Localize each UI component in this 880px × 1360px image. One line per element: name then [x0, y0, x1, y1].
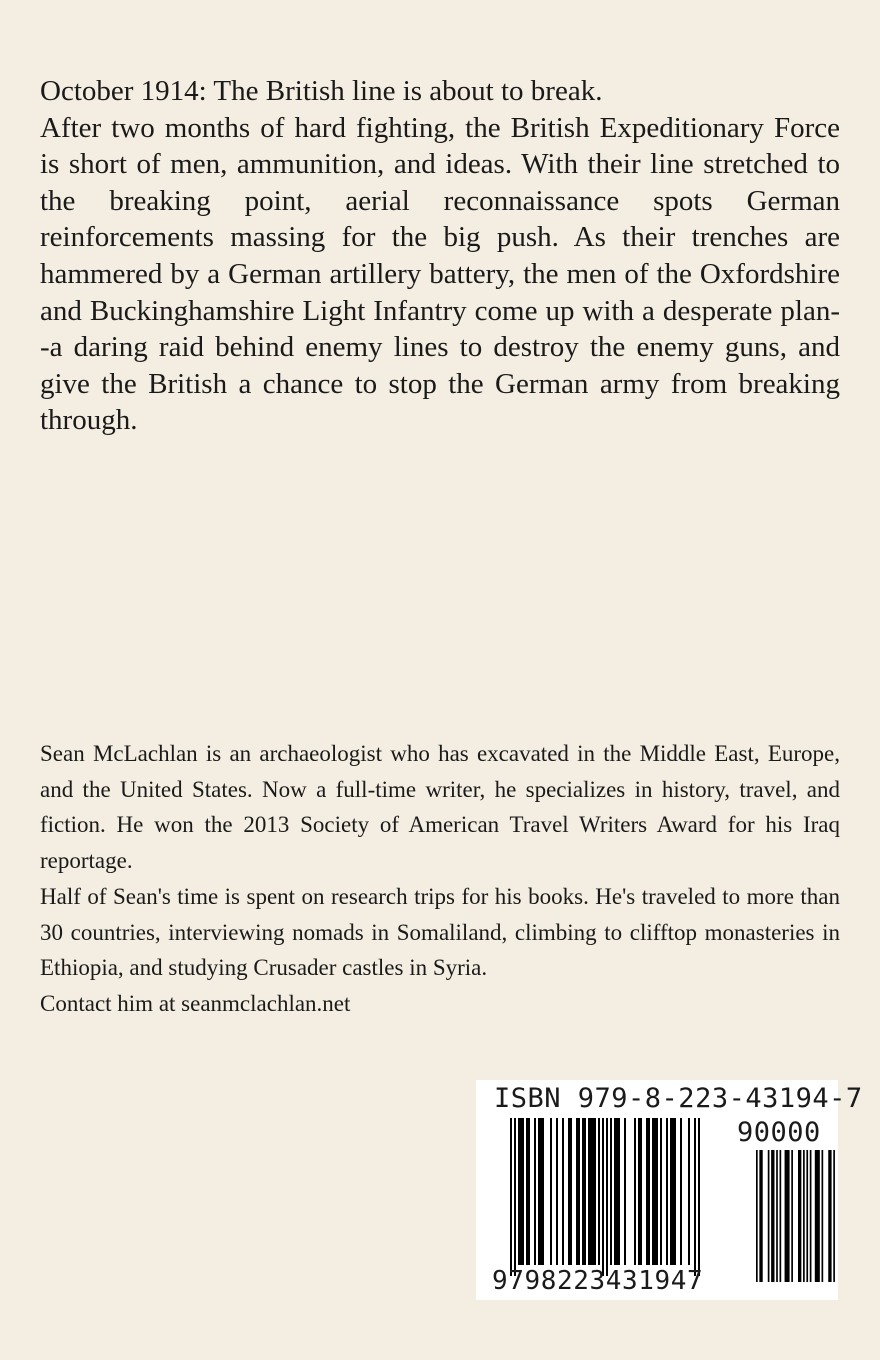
barcode-bar: [624, 1118, 626, 1265]
barcode-bar: [756, 1150, 758, 1282]
barcode-bar: [638, 1118, 642, 1265]
barcode-bar: [568, 1118, 572, 1265]
barcode-bar: [822, 1150, 824, 1282]
barcode-bar: [556, 1118, 558, 1265]
barcode-bar: [514, 1118, 516, 1276]
barcode-bar: [576, 1118, 580, 1265]
barcode-bar: [518, 1118, 524, 1265]
barcode-bar: [538, 1118, 544, 1265]
barcode-bar: [670, 1118, 676, 1265]
barcode-bar: [791, 1150, 793, 1282]
barcode-bar: [534, 1118, 536, 1265]
barcode-bar: [680, 1118, 682, 1265]
isbn-barcode-block: [476, 1080, 863, 1300]
barcode-bar: [660, 1118, 662, 1265]
barcode-bar: [698, 1118, 700, 1276]
barcode-bar: [828, 1150, 831, 1282]
back-cover-blurb: [40, 73, 840, 439]
blurb-headline: October 1914: The British line is about to break.: [40, 75, 603, 107]
barcode-bar: [550, 1118, 552, 1265]
price-addon-digits: 90000: [737, 1117, 821, 1148]
barcode-bar: [798, 1150, 801, 1282]
barcode-bar: [646, 1118, 650, 1265]
barcode-bar: [610, 1118, 612, 1265]
barcode-bar: [582, 1118, 586, 1265]
blurb-body: After two months of hard fighting, the British Expeditionary Force is short of men, ammunition, and ideas. With their line stretched to the breaking point, aerial reconnaissance spots German reinforcements massing for the big push. As their trenches are hammered by a German artillery battery, the men of the Oxfordshire and Buckinghamshire Light Infantry come up with a desperate plan--a daring raid behind enemy lines to destroy the enemy guns, and give the British a chance to stop the German army from breaking through.: [40, 111, 840, 437]
barcode-bar: [815, 1150, 820, 1282]
barcode-bar: [688, 1118, 690, 1265]
isbn-label: ISBN 979-8-223-43194-7: [494, 1083, 863, 1114]
barcode-bar: [606, 1118, 608, 1276]
barcode-bar: [776, 1150, 778, 1282]
author-bio-paragraph-1: Sean McLachlan is an archaeologist who has excavated in the Middle East, Europe, and the United States. Now a full-time writer, he specializes in history, travel, and fiction. He won the 2013 Society of American Travel Writers Award for his Iraq reportage.: [40, 741, 840, 874]
barcode-bar: [614, 1118, 620, 1265]
barcode-bar: [652, 1118, 658, 1265]
author-bio-paragraph-2: Half of Sean's time is spent on research trips for his books. He's traveled to more than 30 countries, interviewing nomads in Somaliland, climbing to clifftop monasteries in Ethiopia, and studying Crusader castles in Syria.: [40, 883, 840, 981]
barcode-bar: [785, 1150, 790, 1282]
barcode-bar: [768, 1150, 770, 1282]
barcode-bar: [598, 1118, 600, 1265]
barcode-bar: [771, 1150, 774, 1282]
barcode-bar: [510, 1118, 512, 1276]
barcode-bar: [602, 1118, 604, 1276]
barcode-bar: [810, 1150, 812, 1282]
barcode-bar: [694, 1118, 696, 1276]
barcode-bar: [759, 1150, 762, 1282]
author-bio: [40, 736, 840, 1022]
barcode-bar: [634, 1118, 636, 1265]
barcode-bar: [833, 1150, 835, 1282]
barcode-bar: [588, 1118, 596, 1265]
ean-digits: 9798223431947: [492, 1266, 704, 1296]
barcode-bar: [803, 1150, 805, 1282]
barcode-bar: [526, 1118, 530, 1265]
barcode-bar: [666, 1118, 668, 1265]
barcode-bar: [562, 1118, 564, 1265]
author-contact: Contact him at seanmclachlan.net: [40, 990, 351, 1016]
barcode-bar: [780, 1150, 782, 1282]
barcode-bar: [806, 1150, 808, 1282]
